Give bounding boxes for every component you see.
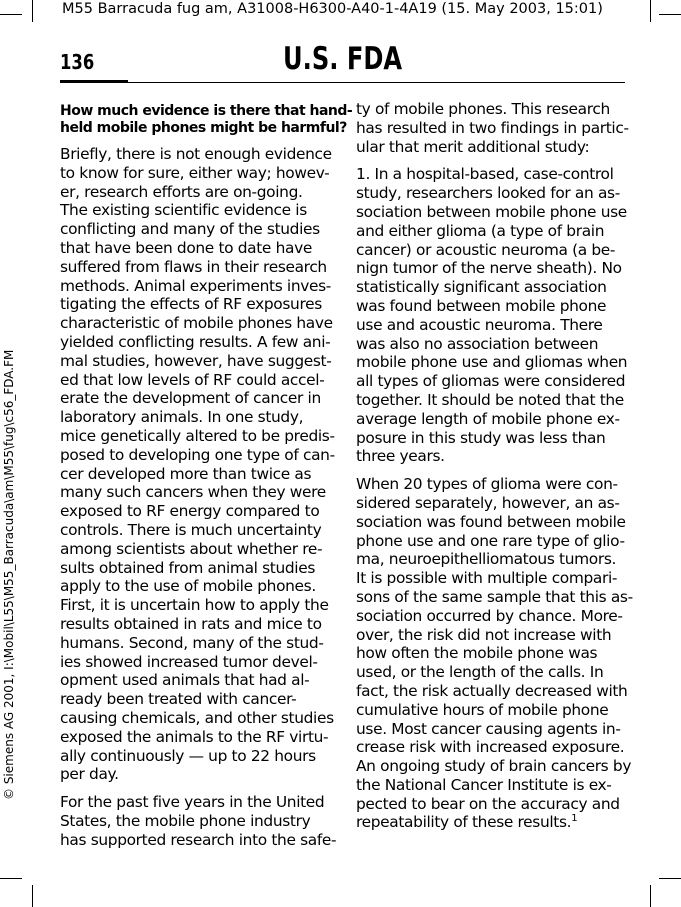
text-line: pected to bear on the accuracy and <box>356 794 620 813</box>
text-line: average length of mobile phone ex- <box>356 409 620 428</box>
text-line: has resulted in two findings in partic- <box>356 118 629 137</box>
right-column <box>356 100 633 841</box>
text-line: 1. In a hospital-based, case-control <box>356 165 614 184</box>
paragraph-finding-glioma <box>356 475 633 832</box>
text-line: sociation between mobile phone use <box>356 202 627 221</box>
text-line: ular that merit additional study: <box>356 137 590 156</box>
text-line: together. It should be noted that the <box>356 390 624 409</box>
crop-mark-top-right-h <box>659 14 681 15</box>
text-line: was also no association between <box>356 334 599 353</box>
text-line: ed that low levels of RF could accel- <box>60 370 325 389</box>
heading-line: How much evidence is there that hand- <box>60 103 353 119</box>
text-line: An ongoing study of brain cancers by <box>356 757 632 776</box>
text-line: ma, neuroepithelliomatous tumors. <box>356 550 617 569</box>
text-line: cer developed more than twice as <box>60 464 312 483</box>
text-line: per day. <box>60 765 119 784</box>
text-line: ty of mobile phones. This research <box>356 100 610 118</box>
text-line: and either glioma (a type of brain <box>356 221 605 240</box>
text-line: all types of gliomas were considered <box>356 372 626 391</box>
text-line: used, or the length of the calls. In <box>356 663 604 682</box>
text-line: study, researchers looked for an as- <box>356 184 620 203</box>
text-line: mobile phone use and gliomas when <box>356 353 628 372</box>
paragraph-industry-research <box>60 793 337 849</box>
left-column <box>60 100 353 858</box>
text-line: posed to developing one type of can- <box>60 445 335 464</box>
text-line: statistically significant association <box>356 278 607 297</box>
text-line: States, the mobile phone industry <box>60 811 311 830</box>
text-line: humans. Second, many of the stud- <box>60 633 324 652</box>
text-line: methods. Animal experiments inves- <box>60 276 331 295</box>
crop-mark-top-left-v <box>32 0 33 22</box>
crop-mark-bottom-right-h <box>659 878 681 879</box>
text-line: results obtained in rats and mice to <box>60 614 322 633</box>
crop-mark-top-right-v <box>650 0 651 22</box>
text-line: controls. There is much uncertainty <box>60 520 322 539</box>
text-line: exposed to RF energy compared to <box>60 502 320 521</box>
crop-mark-top-left-h <box>0 14 22 15</box>
text-line: phone use and one rare type of glio- <box>356 531 625 550</box>
text-line: When 20 types of glioma were con- <box>356 475 618 494</box>
header-rule <box>60 82 625 83</box>
crop-mark-bottom-right-v <box>650 885 651 907</box>
text-line: posure in this study was less than <box>356 428 606 447</box>
text-line: nign tumor of the nerve sheath). No <box>356 259 622 278</box>
paragraph-evidence <box>60 145 335 784</box>
text-line: ies showed increased tumor devel- <box>60 652 318 671</box>
text-line: erate the development of cancer in <box>60 389 321 408</box>
crop-mark-bottom-left-v <box>32 885 33 907</box>
text-line: was found between mobile phone <box>356 296 607 315</box>
text-line: repeatability of these results.$^1$ <box>356 813 578 832</box>
section-heading <box>60 103 353 137</box>
crop-mark-bottom-left-h <box>0 878 22 879</box>
text-line: that have been done to date have <box>60 238 312 257</box>
text-line: use. Most cancer causing agents in- <box>356 719 621 738</box>
text-line: many such cancers when they were <box>60 483 326 502</box>
text-line: For the past five years in the United <box>60 793 325 812</box>
page-number: 136 <box>60 50 95 74</box>
text-line: fact, the risk actually decreased with <box>356 681 628 700</box>
text-line: laboratory animals. In one study, <box>60 408 304 427</box>
paragraph-continuation <box>356 100 629 156</box>
text-line: suffered from flaws in their research <box>60 257 327 276</box>
text-line: It is possible with multiple compari- <box>356 569 618 588</box>
text-line: causing chemicals, and other studies <box>60 708 334 727</box>
text-line: sons of the same sample that this as- <box>356 587 633 606</box>
text-line: over, the risk did not increase with <box>356 625 612 644</box>
page-title: U.S. FDA <box>283 41 403 77</box>
text-line: characteristic of mobile phones have <box>60 314 333 333</box>
text-line: tigating the effects of RF exposures <box>60 295 322 314</box>
text-line: sidered separately, however, an as- <box>356 493 620 512</box>
text-line: First, it is uncertain how to apply the <box>60 596 329 615</box>
text-line: exposed the animals to the RF virtu- <box>60 727 329 746</box>
footnote-marker: 1 <box>571 813 578 825</box>
paragraph-finding-1 <box>356 165 626 466</box>
copyright-path-margin-text: © Siemens AG 2001, I:\Mobil\L55\M55_Barracuda\am\M55\fug\c56_FDA.FM <box>2 349 16 800</box>
heading-line: held mobile phones might be harmful? <box>60 120 347 136</box>
text-line: er, research efforts are on-going. <box>60 182 303 201</box>
text-line: opment used animals that had al- <box>60 671 310 690</box>
text-line: to know for sure, either way; howev- <box>60 163 330 182</box>
text-line: mal studies, however, have suggest- <box>60 351 332 370</box>
text-line: yielded conflicting results. A few ani- <box>60 332 331 351</box>
text-line: how often the mobile phone was <box>356 644 598 663</box>
text-line: cancer) or acoustic neuroma (a be- <box>356 240 616 259</box>
text-line: conflicting and many of the studies <box>60 220 320 239</box>
text-line: sociation was found between mobile <box>356 512 626 531</box>
text-line: among scientists about whether re- <box>60 539 323 558</box>
text-line: Briefly, there is not enough evidence <box>60 145 332 163</box>
text-line: three years. <box>356 447 445 466</box>
text-line: The existing scientific evidence is <box>60 201 307 220</box>
text-line: sults obtained from animal studies <box>60 558 316 577</box>
text-line: use and acoustic neuroma. There <box>356 315 603 334</box>
text-line: apply to the use of mobile phones. <box>60 577 316 596</box>
text-line: the National Cancer Institute is ex- <box>356 775 612 794</box>
text-line: ready been treated with cancer- <box>60 690 297 709</box>
text-line: crease risk with increased exposure. <box>356 738 625 757</box>
text-line: sociation occurred by chance. More- <box>356 606 623 625</box>
text-line: has supported research into the safe- <box>60 830 337 849</box>
document-header-info: M55 Barracuda fug am, A31008-H6300-A40-1-4A19 (15. May 2003, 15:01) <box>62 1 603 17</box>
text-line: cumulative hours of mobile phone <box>356 700 609 719</box>
text-line: mice genetically altered to be predis- <box>60 426 335 445</box>
text-line: ally continuously — up to 22 hours <box>60 746 316 765</box>
